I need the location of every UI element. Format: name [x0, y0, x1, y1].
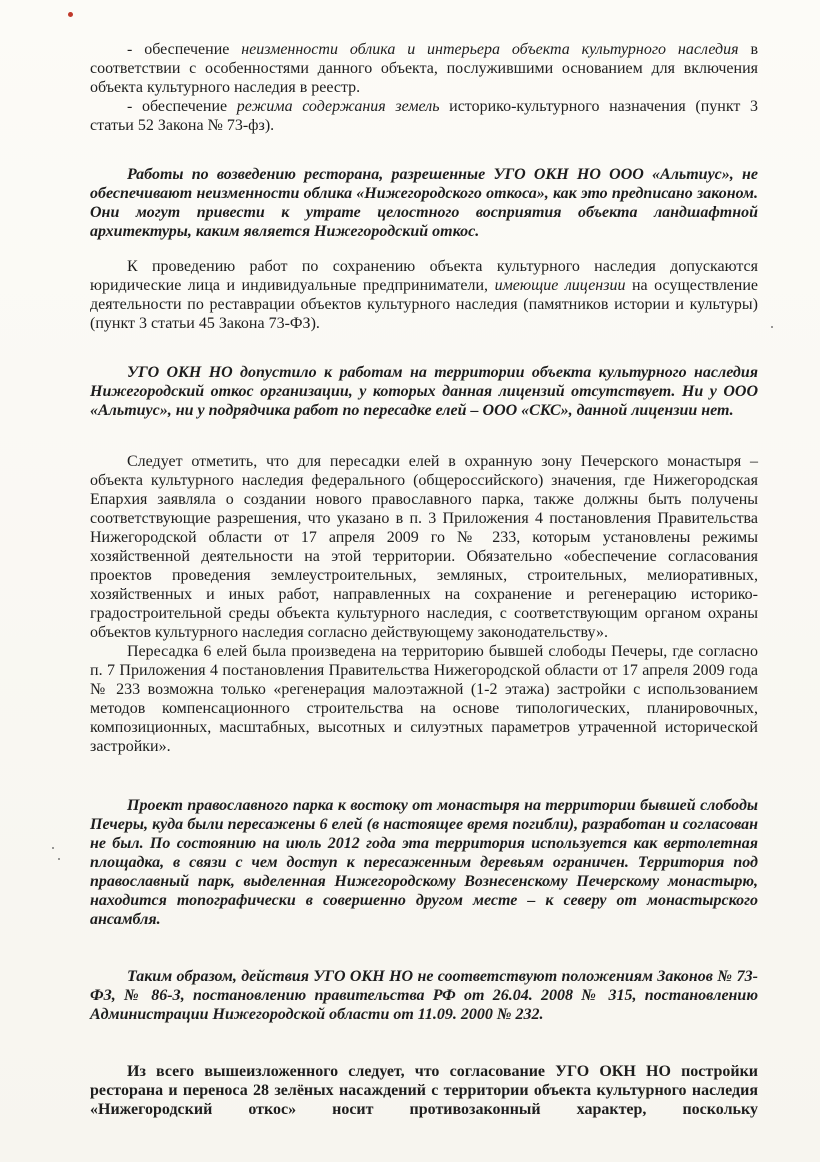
paragraph-2: - обеспечение режима содержания земель историко-культурного назначения (пункт 3 статьи 52 Закона № 73-фз). — [90, 98, 759, 134]
red-speck — [68, 12, 73, 17]
paragraph-5: УГО ОКН НО допустило к работам на территории объекта культурного наследия Нижегородский откос организации, у которых данная лицензий отсутствует. Ни у ООО «Альтиус», ни у подрядчика работ по пересадке елей – ООО «СКС», данной лицензии нет. — [90, 364, 758, 419]
paragraph-8: Проект православного парка к востоку от монастыря на территории бывшей слободы Печеры, куда были пересажены 6 елей (в настоящее время погибли), разработан и согласован не был. По состоянию на июль 2012 года эта территория используется как вертолетная площадка, в связи с чем доступ к пересаженным деревьям ограничен. Территория под православный парк, выделенная Нижегородскому Вознесенскому Печерскому монастырю, находится топографически в совершенно другом месте – к северу от монастырского ансамбля. — [90, 797, 758, 928]
paragraph-10: Из всего вышеизложенного следует, что согласование УГО ОКН НО постройки ресторана и переноса 28 зелёных насаждений с территории объекта культурного наследия «Нижегородский откос» носит противозаконный характер, поскольку — [90, 1063, 758, 1118]
paragraph-4: К проведению работ по сохранению объекта культурного наследия допускаются юридические лица и индивидуальные предприниматели, имеющие лицензии на осуществление деятельности по реставрации объектов культурного наследия (памятников истории и культуры) (пункт 3 статьи 45 Закона 73-ФЗ). — [90, 258, 759, 332]
paragraph-1: - обеспечение неизменности облика и интерьера объекта культурного наследия в соответствии с особенностями данного объекта, послужившими основанием для включения объекта культурного наследия в реестр. — [90, 41, 758, 96]
document-body — [90, 40, 758, 1119]
paragraph-9: Таким образом, действия УГО ОКН НО не соответствуют положениям Законов № 73-ФЗ, № 86-З, постановлению правительства РФ от 26.04. 2008 № 315, постановлению Администрации Нижегородской области от 11.09. 2000 № 232. — [90, 968, 758, 1023]
scan-dot — [58, 858, 60, 860]
paragraph-7: Пересадка 6 елей была произведена на территорию бывшей слободы Печеры, где согласно п. 7 Приложения 4 постановления Правительства Нижегородской области от 17 апреля 2009 года № 233 возможна только «регенерация малоэтажной (1-2 этажа) застройки с использованием методов компенсационного строительства на основе типологических, планировочных, композиционных, масштабных, высотных и силуэтных параметров утраченной исторической застройки». — [90, 643, 758, 755]
scan-dot — [771, 326, 773, 328]
paragraph-3: Работы по возведению ресторана, разрешенные УГО ОКН НО ООО «Альтиус», не обеспечивают неизменности облика «Нижегородского откоса», как это предписано законом. Они могут привести к утрате целостного восприятия объекта ландшафтной архитектуры, каким является Нижегородский откос. — [90, 166, 758, 240]
scan-dot — [52, 847, 54, 849]
paragraph-6: Следует отметить, что для пересадки елей в охранную зону Печерского монастыря – объекта культурного наследия федерального (общероссийского) значения, где Нижегородская Епархия заявляла о создании нового православного парка, также должны быть получены соответствующие разрешения, что указано в п. 3 Приложения 4 постановления Правительства Нижегородской области от 17 апреля 2009 го № 233, которым установлены режимы хозяйственной деятельности на этой территории. Обязательно «обеспечение согласования проектов проведения землеустроительных, земляных, строительных, мелиоративных, хозяйственных и иных работ, направленных на сохранение и регенерацию историко-градостроительной среды объекта культурного наследия, с соответствующим органом охраны объектов культурного наследия согласно действующему законодательству». — [90, 453, 758, 641]
